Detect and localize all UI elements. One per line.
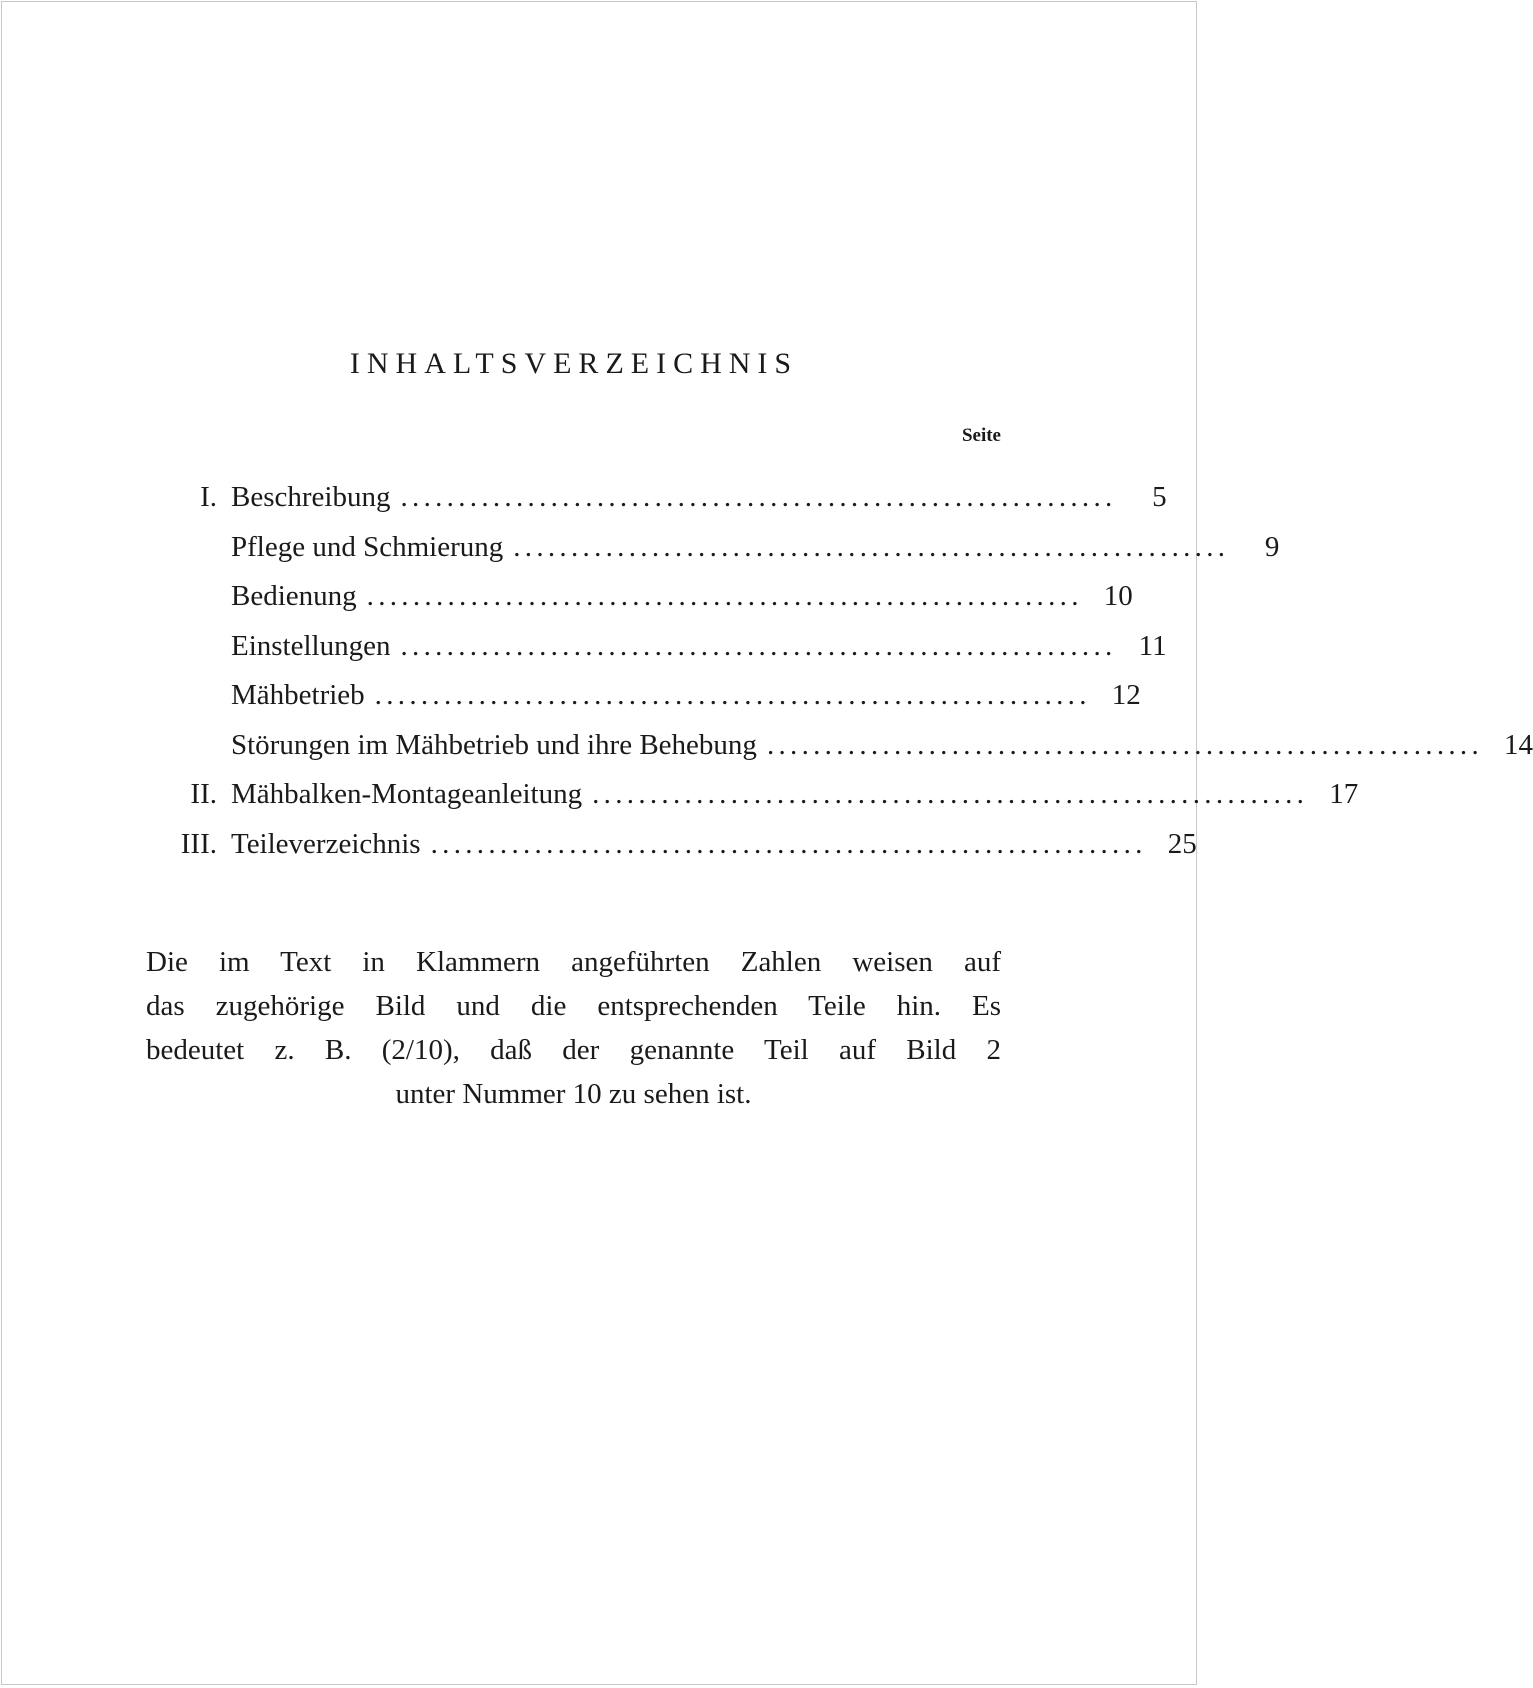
dot-leader: .............................................................. [592,778,1309,810]
toc-entry-label: Pflege und Schmierung [231,530,504,563]
toc-entry-page: 17 [1329,778,1359,810]
toc-entry-label: Einstellungen [231,629,391,662]
toc-entry-label: Beschreibung [231,481,391,513]
toc-entry[interactable] [140,527,1280,577]
dot-leader: .............................................................. [400,629,1117,662]
dot-leader: .............................................................. [400,481,1117,513]
dot-leader: .............................................................. [766,728,1484,761]
toc-entry-number: III. [180,827,217,860]
toc-entry-label: Mähbalken-Montageanleitung [231,778,583,810]
toc-entry[interactable] [140,725,1533,775]
toc-entry-page: 12 [1111,679,1141,711]
page-title: INHALTSVERZEICHNIS [349,347,799,380]
toc-entry[interactable] [140,774,1359,824]
dot-leader: .............................................................. [513,530,1230,563]
toc-entry[interactable] [140,824,1197,874]
dot-leader: .............................................................. [366,580,1083,612]
note-line: das zugehörige Bild und die entsprechenden Teile hin. Es [146,990,1001,1022]
toc-entry-page: 11 [1138,629,1167,662]
note-line: bedeutet z. B. (2/10), daß der genannte Teil auf Bild 2 [146,1034,1001,1066]
toc-entry-page: 10 [1103,580,1133,612]
table-of-contents [140,477,1533,873]
reference-note [146,940,1001,1116]
toc-entry-number: I. [200,481,217,513]
toc-entry-page: 9 [1264,530,1280,563]
toc-entry-label: Störungen im Mähbetrieb und ihre Behebung [231,728,757,761]
note-line: Die im Text in Klammern angeführten Zahlen weisen auf [146,946,1001,978]
toc-entry[interactable] [140,675,1141,725]
toc-entry-label: Teileverzeichnis [231,827,421,860]
toc-entry-label: Bedienung [231,580,357,612]
note-line: unter Nummer 10 zu sehen ist. [395,1078,752,1110]
toc-entry-label: Mähbetrieb [231,679,365,711]
toc-entry-number: II. [190,778,217,810]
toc-entry[interactable] [140,576,1133,626]
dot-leader: .............................................................. [374,679,1091,711]
toc-entry[interactable] [140,477,1167,527]
toc-entry-page: 5 [1152,481,1167,513]
page-column-header: Seite [961,425,1001,446]
toc-entry[interactable] [140,626,1167,676]
toc-entry-page: 14 [1504,728,1533,761]
toc-entry-page: 25 [1167,827,1197,860]
dot-leader: .............................................................. [430,827,1147,860]
